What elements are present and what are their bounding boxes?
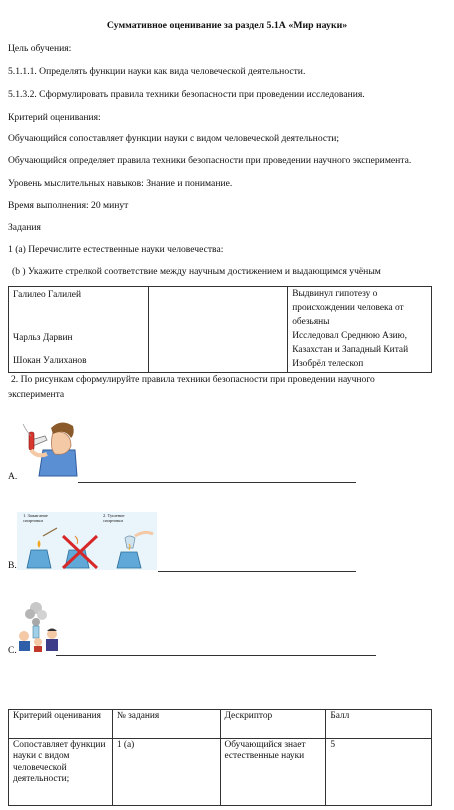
criterion-1: Обучающийся сопоставляет функции науки с видом человеческой деятельности; xyxy=(8,133,340,144)
picture-label-b: B. xyxy=(8,560,17,571)
scientists-cell xyxy=(9,287,149,373)
arrows-cell[interactable] xyxy=(148,287,288,373)
achievements-cell xyxy=(288,287,432,373)
scientist-darwin: Чарльз Дарвин xyxy=(13,332,73,343)
task-1b: (b ) Укажите стрелкой соответствие между научным достижением и выдающимся учёным xyxy=(12,266,381,277)
achievement-hypothesis: Выдвинул гипотезу о происхождении человека от обезьяны xyxy=(292,289,404,327)
goal-2: 5.1.3.2. Сформулировать правила техники безопасности при проведении исследования. xyxy=(8,89,365,100)
rubric-cell-score: 5 xyxy=(326,739,432,806)
answer-line-b[interactable] xyxy=(158,571,356,572)
scientist-galileo: Галилео Галилей xyxy=(13,290,81,300)
rubric-header-task-number: № задания xyxy=(112,710,220,739)
task-2-line1: 2. По рисункам сформулируйте правила техники безопасности при проведении научного xyxy=(11,374,375,385)
criteria-label: Критерий оценивания: xyxy=(8,112,101,123)
task-1a: 1 (а) Перечислите естественные науки человечества: xyxy=(8,244,224,255)
scientist-valikhanov: Шокан Уалиханов xyxy=(13,356,87,367)
goal-label: Цель обучения: xyxy=(8,43,72,54)
caption-lighting: 1. Зажигание спиртовки xyxy=(23,513,48,523)
rubric-header-criterion: Критерий оценивания xyxy=(9,710,113,739)
rubric-cell-descriptor: Обучающийся знает естественные науки xyxy=(220,739,326,806)
rubric-cell-criterion: Сопоставляет функции науки с видом человеческой деятельности; xyxy=(9,739,113,806)
achievement-telescope: Изобрёл телескоп xyxy=(292,358,364,369)
spirit-lamp-illustration xyxy=(17,512,157,570)
children-smoke-illustration xyxy=(16,600,62,652)
rubric-cell-task-number: 1 (а) xyxy=(112,739,220,806)
thinking-level: Уровень мыслительных навыков: Знание и понимание. xyxy=(8,178,233,189)
picture-label-a: A. xyxy=(8,471,18,482)
caption-extinguishing: 2. Тушение спиртовки xyxy=(103,513,125,523)
task-2-line2: эксперимента xyxy=(8,389,65,400)
goal-1: 5.1.1.1. Определять функции науки как вида человеческой деятельности. xyxy=(8,66,306,77)
rubric-header-score: Балл xyxy=(326,710,432,739)
page-title: Суммативное оценивание за раздел 5.1А «Мир науки» xyxy=(106,20,348,31)
rubric-table xyxy=(8,709,432,806)
answer-line-c[interactable] xyxy=(56,655,376,656)
achievement-research: Исследовал Среднюю Азию, Казахстан и Западный Китай xyxy=(292,330,409,355)
table-row xyxy=(9,739,432,806)
answer-line-a[interactable] xyxy=(78,482,356,483)
criterion-2: Обучающийся определяет правила техники безопасности при проведении научного эксперимента. xyxy=(8,155,412,166)
time-limit: Время выполнения: 20 минут xyxy=(8,200,129,211)
child-test-tube-illustration xyxy=(17,410,79,480)
picture-label-c: C. xyxy=(8,645,17,656)
rubric-header-descriptor: Дескриптор xyxy=(220,710,326,739)
matching-table xyxy=(8,286,432,373)
tasks-label: Задания xyxy=(8,222,41,233)
